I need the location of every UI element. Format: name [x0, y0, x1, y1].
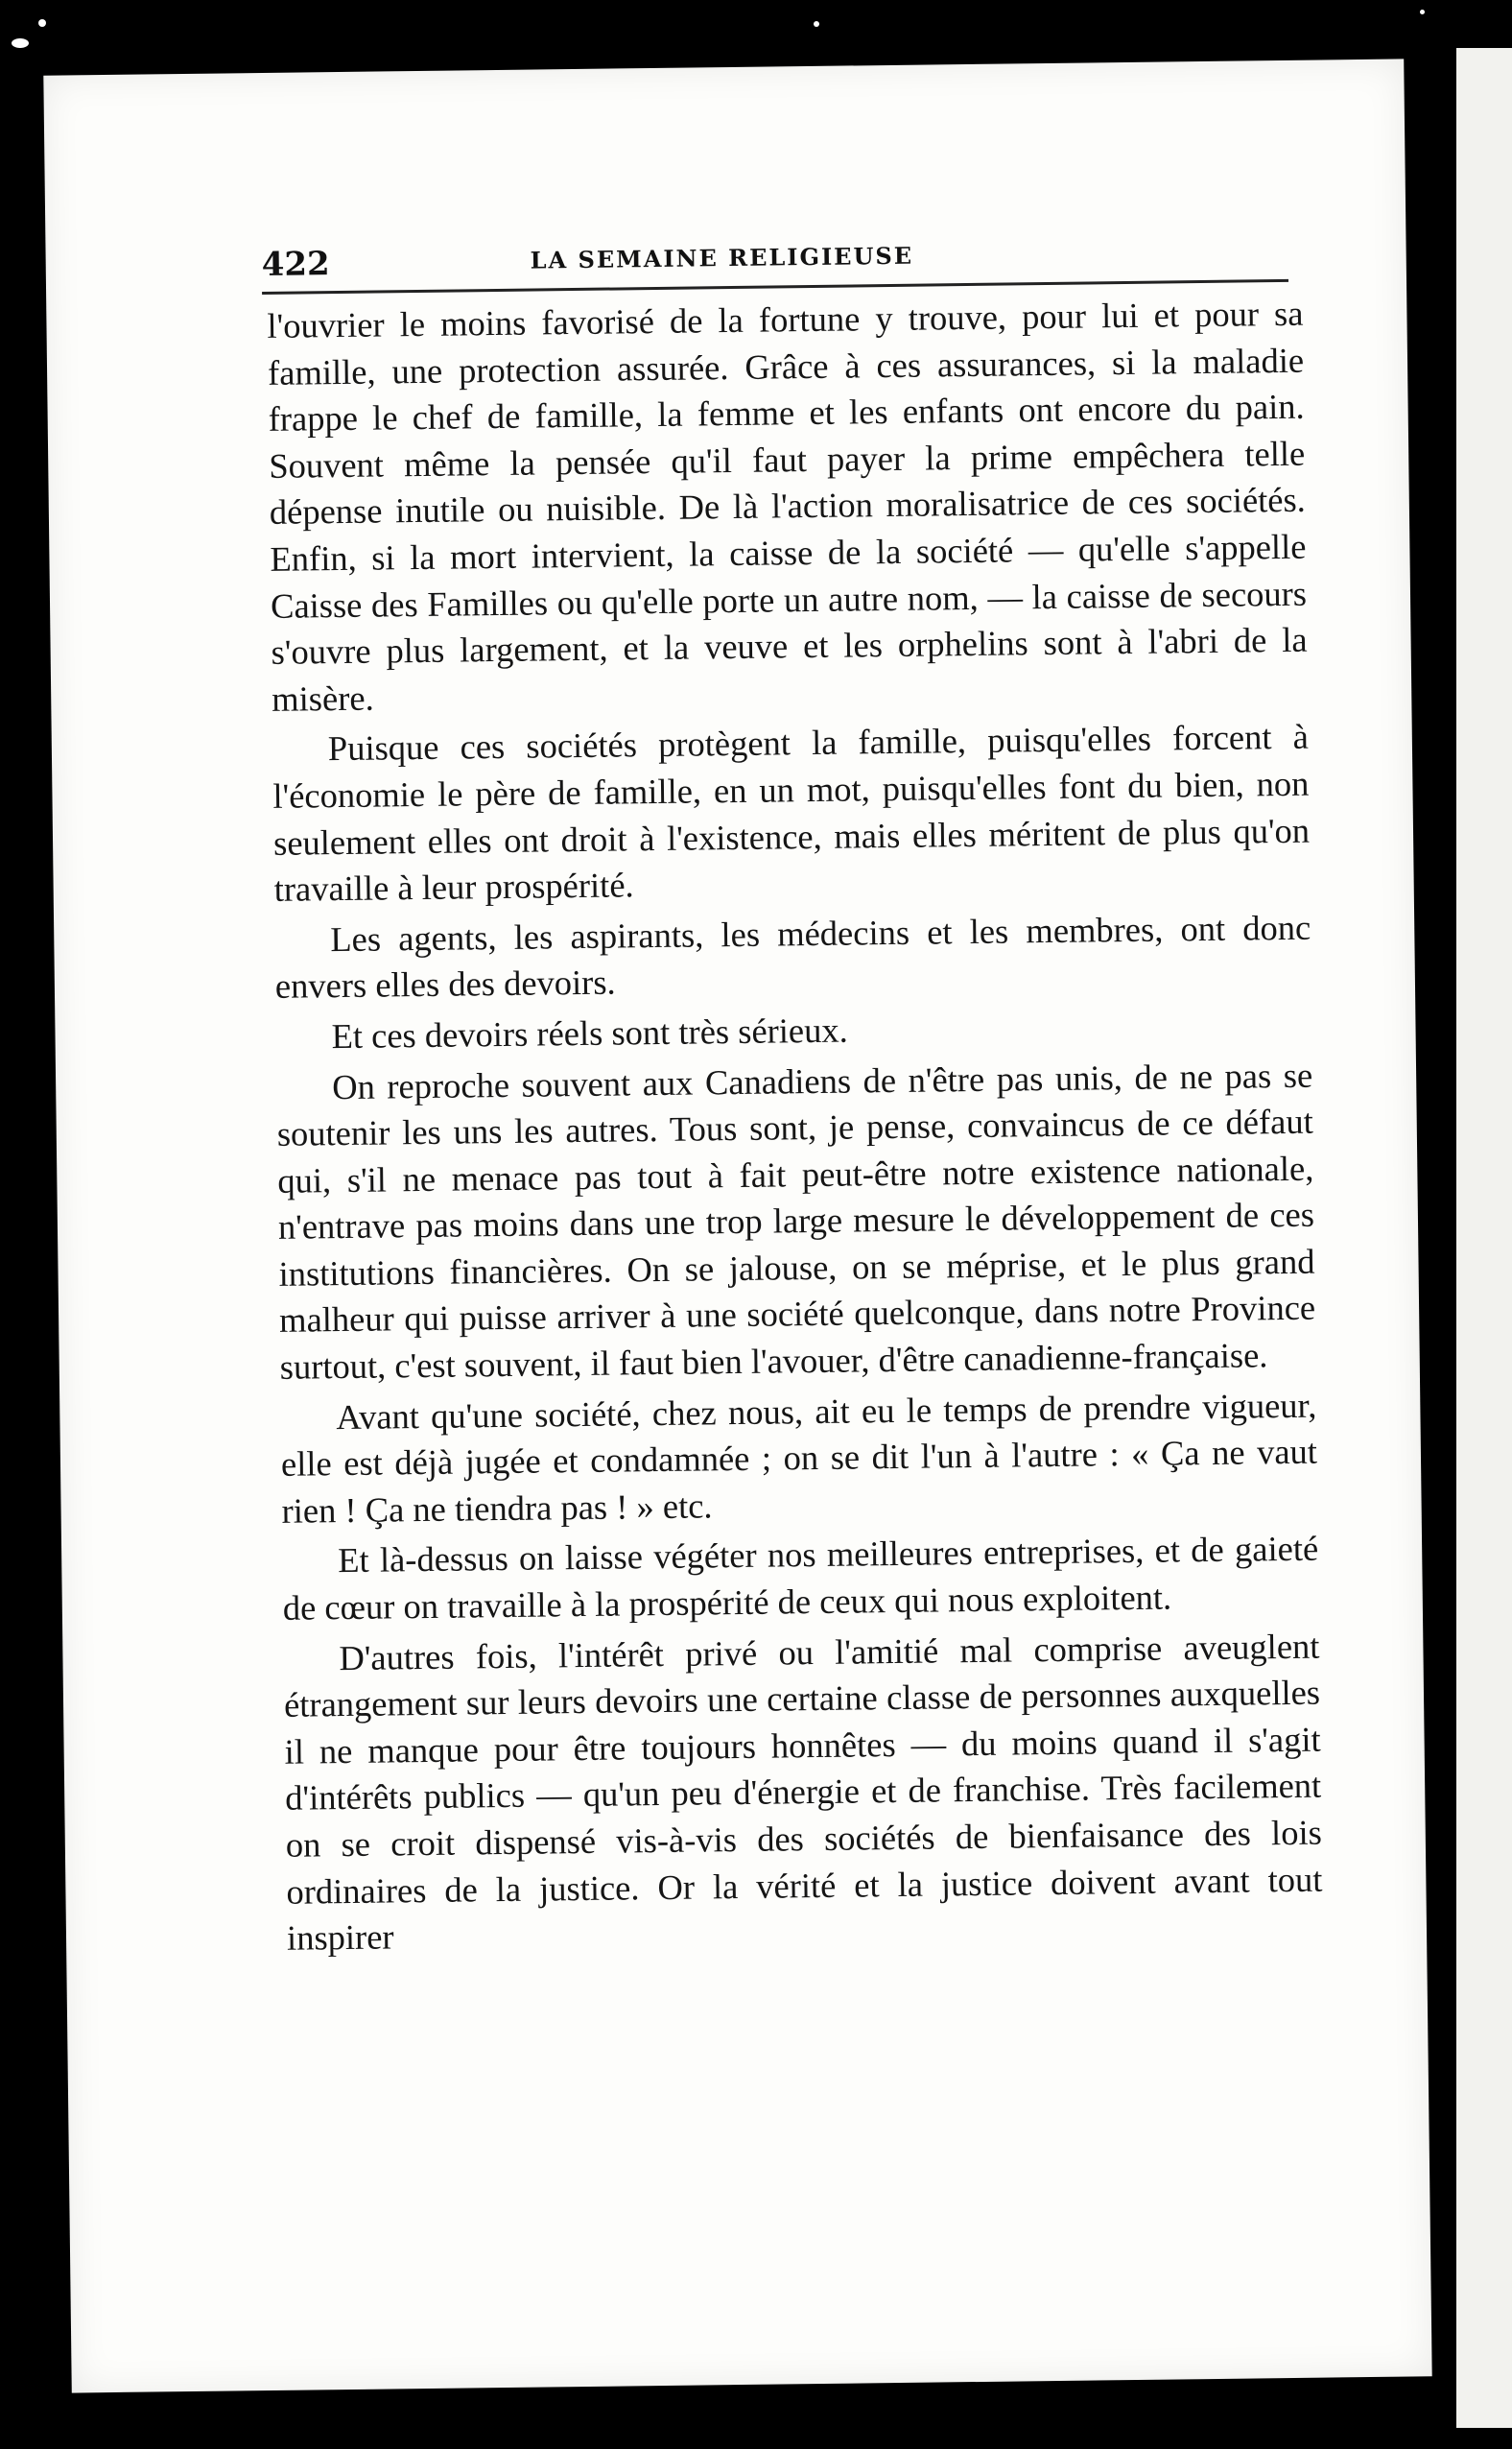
- scan-speck: [12, 38, 29, 48]
- book-page: [43, 59, 1431, 2392]
- page-number: 422: [261, 245, 330, 284]
- adjacent-page-edge: [1456, 48, 1512, 2428]
- paragraph: Avant qu'une société, chez nous, ait eu le temps de prendre vigueur, elle est déjà jugée et condamnée ; on se dit l'un à l'autre : « Ça ne vaut rien ! Ça ne tiendra pas ! » etc.: [280, 1385, 1318, 1531]
- paragraph: On reproche souvent aux Canadiens de n'être pas unis, de ne pas se soutenir les uns les autres. Tous sont, je pense, convaincus de ce défaut qui, s'il ne menace pas tout à fait peut-être notre existence nationale, n'entrave pas moins dans une trop large mesure le développement de ces institutions financières. On se jalouse, on se méprise, et le plus grand malheur qui puisse arriver à une société quelconque, dans notre Province surtout, c'est souvent, il faut bien l'avouer, d'être canadienne-française.: [276, 1055, 1316, 1387]
- paragraph: D'autres fois, l'intérêt privé ou l'amitié mal comprise aveuglent étrangement sur leurs devoirs une certaine classe de personnes auxquelles il ne manque pour être toujours honnêtes — du moins quand il s'agit d'intérêts publics — qu'un peu d'énergie et de franchise. Très facilement on se croit dispensé vis-à-vis des sociétés de bienfaisance des lois ordinaires de la justice. Or la vérité et la justice doivent avant tout inspirer: [283, 1626, 1323, 1958]
- page-header: [261, 222, 1288, 295]
- body-text: [267, 291, 1323, 1966]
- paragraph: Et là-dessus on laisse végéter nos meilleures entreprises, et de gaieté de cœur on travaille à la prospérité de ceux qui nous exploitent.: [282, 1529, 1319, 1628]
- running-title: LA SEMAINE RELIGIEUSE: [530, 241, 914, 274]
- paragraph: Les agents, les aspirants, les médecins et les membres, ont donc envers elles des devoirs.: [274, 907, 1311, 1007]
- paragraph: l'ouvrier le moins favorisé de la fortune y trouve, pour lui et pour sa famille, une protection assurée. Grâce à ces assurances, si la maladie frappe le chef de famille, la femme et les enfants ont encore du pain. Souvent même la pensée qu'il faut payer la prime empêchera telle dépense inutile ou nuisible. De là l'action moralisatrice de ces sociétés. Enfin, si la mort intervient, la caisse de la société — qu'elle s'appelle Caisse des Familles ou qu'elle porte un autre nom, — la caisse de secours s'ouvre plus largement, et la veuve et les orphelins sont à l'abri de la misère.: [267, 293, 1308, 719]
- scan-speck: [38, 19, 46, 27]
- paragraph: Puisque ces sociétés protègent la famille, puisqu'elles forcent à l'économie le père de famille, en un mot, puisqu'elles font du bien, non seulement elles ont droit à l'existence, mais elles méritent de plus qu'on travaille à leur prospérité.: [272, 717, 1311, 910]
- scan-speck: [814, 21, 819, 27]
- paragraph: Et ces devoirs réels sont très sérieux.: [331, 1010, 848, 1057]
- scan-speck: [1420, 10, 1425, 14]
